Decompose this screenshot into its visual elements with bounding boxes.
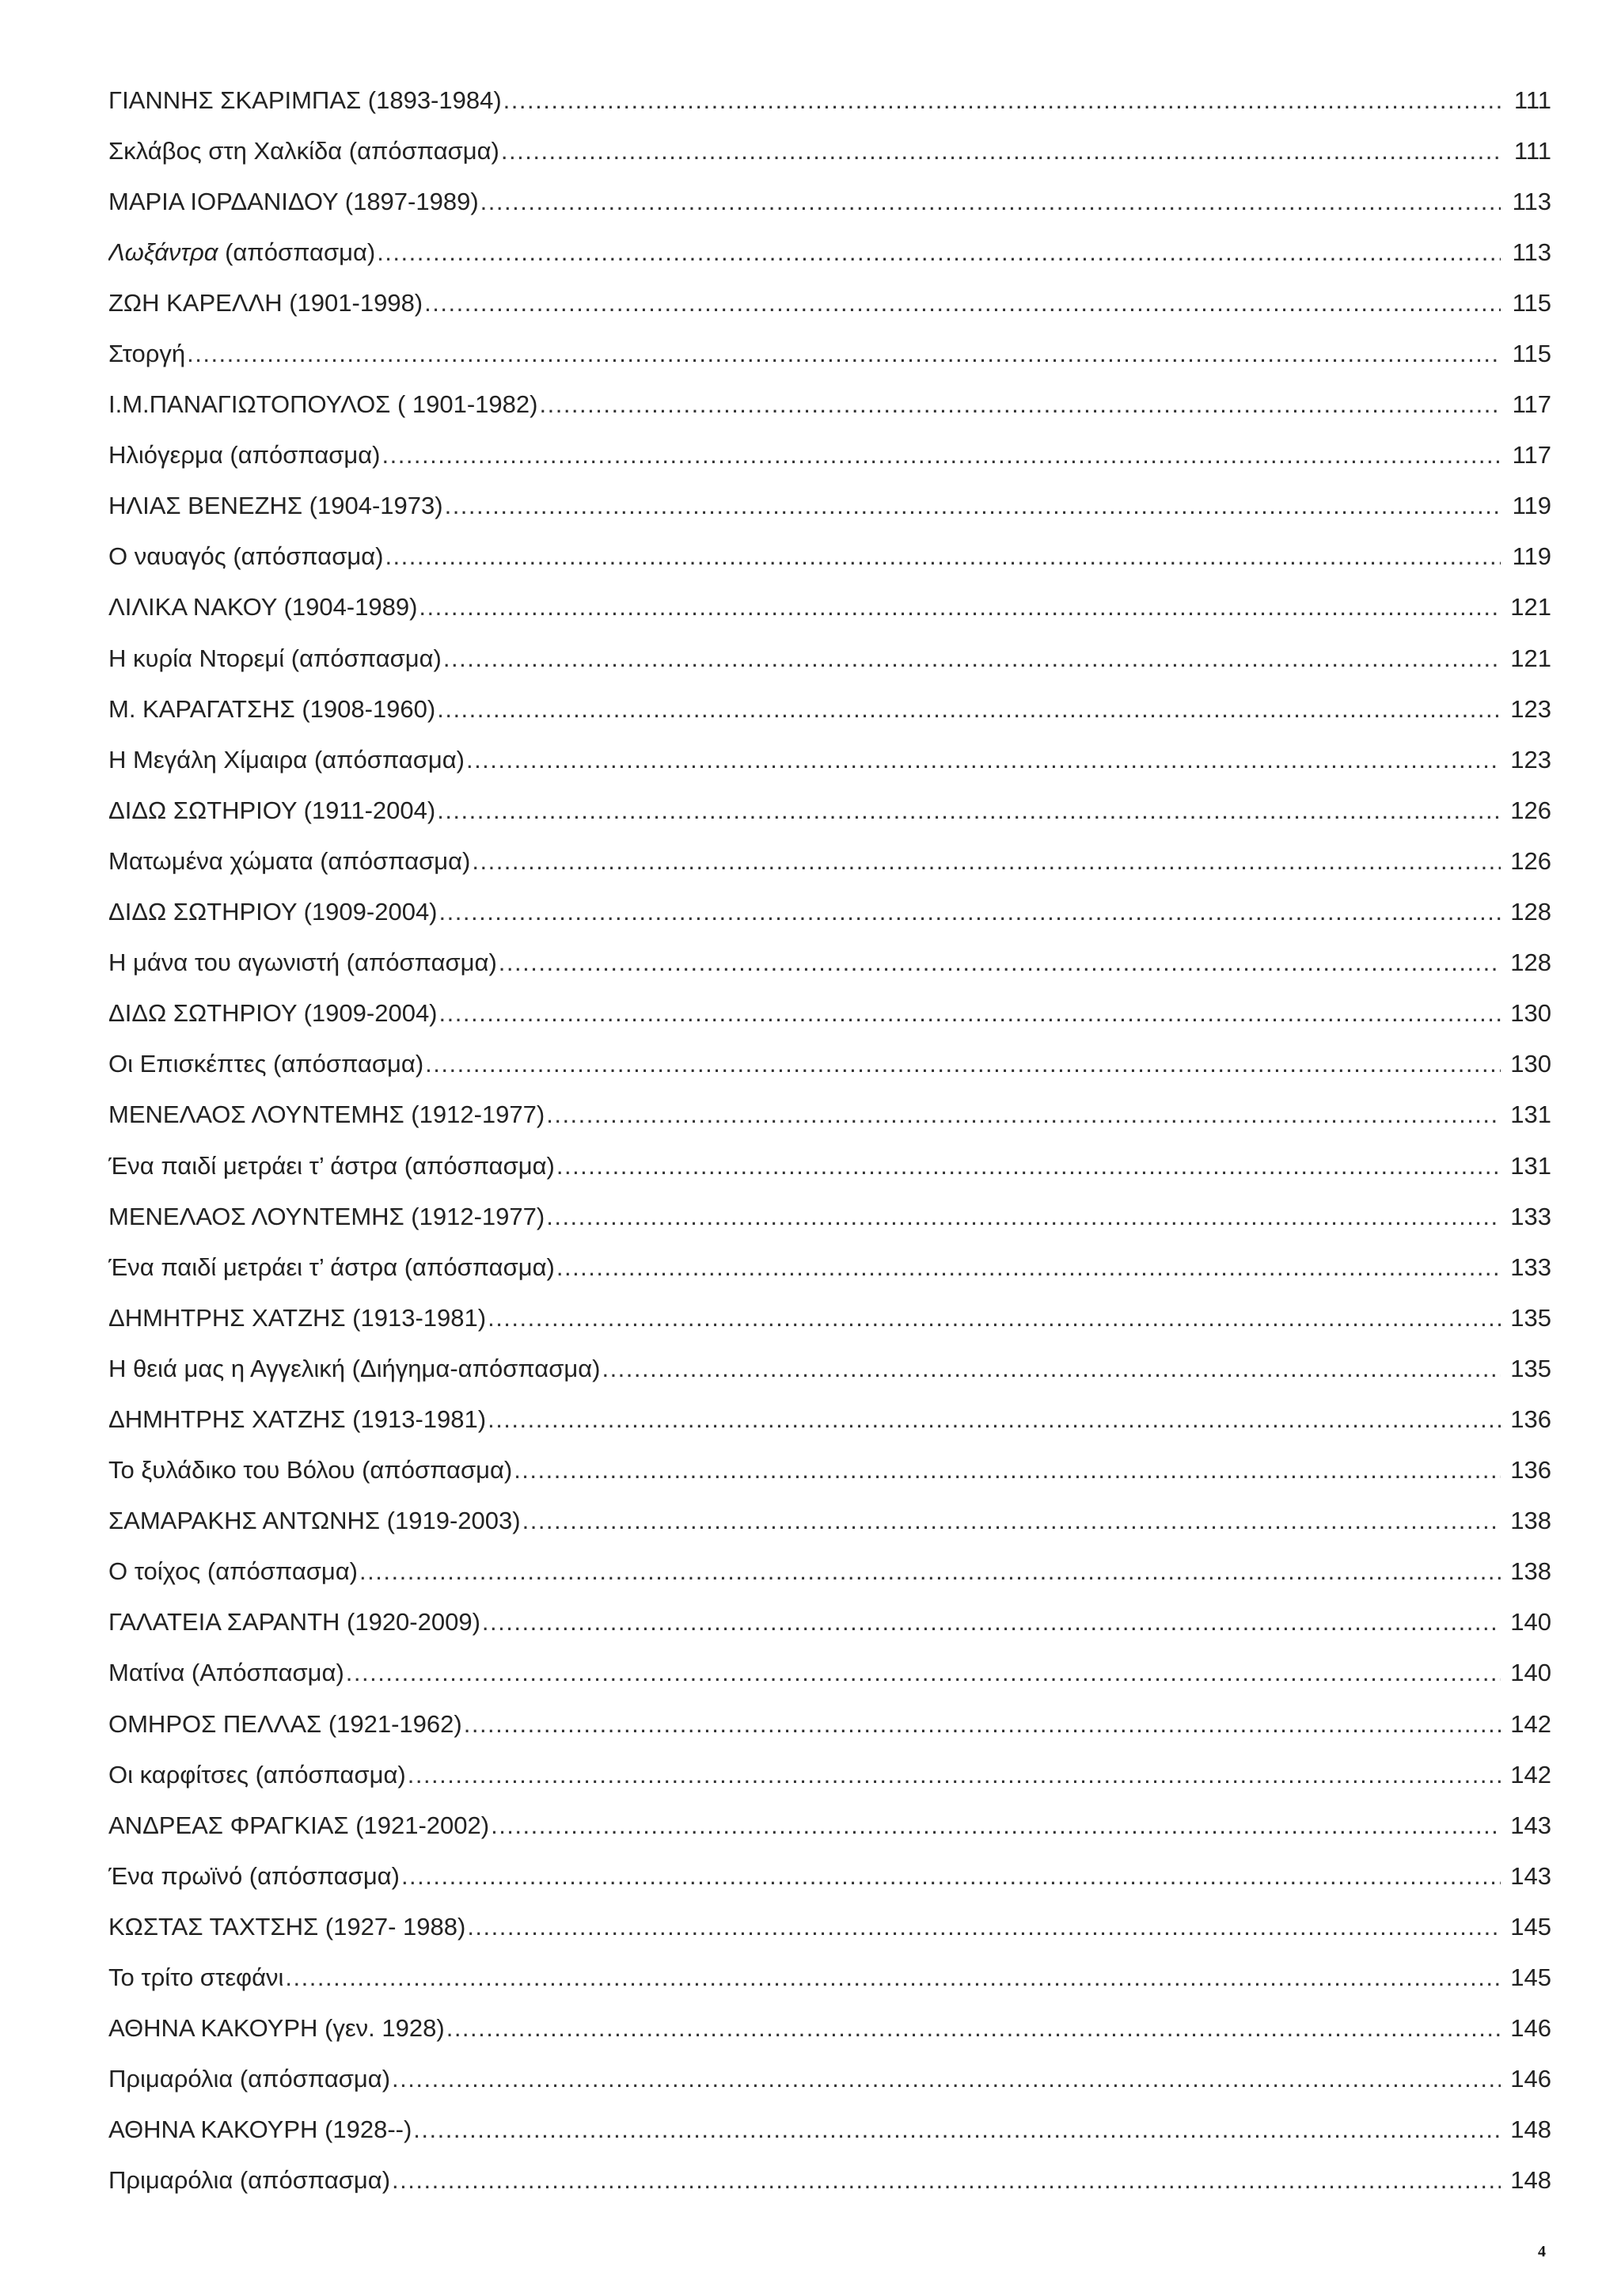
dot-leader [514,1458,1501,1482]
toc-entry[interactable] [108,1445,1551,1496]
toc-entry-title: Ένα πρωϊνό (απόσπασμα) [108,1861,400,1890]
toc-entry[interactable] [108,1191,1551,1241]
toc-entry-page: 145 [1510,1963,1551,1992]
toc-entry[interactable] [108,481,1551,531]
toc-entry[interactable] [108,2155,1551,2206]
toc-entry[interactable] [108,125,1551,176]
toc-entry[interactable] [108,1749,1551,1800]
toc-entry-page: 135 [1510,1354,1551,1382]
table-of-contents [108,74,1551,2206]
dot-leader [425,1051,1501,1076]
toc-entry-page: 135 [1510,1303,1551,1332]
toc-entry[interactable] [108,582,1551,633]
toc-entry-page: 123 [1510,745,1551,774]
dot-leader [439,1001,1501,1025]
toc-entry-page: 138 [1510,1557,1551,1586]
toc-entry-page: 142 [1510,1709,1551,1738]
dot-leader [482,1610,1501,1634]
toc-entry[interactable] [108,683,1551,734]
toc-entry-title: ΓΑΛΑΤΕΙΑ ΣΑΡΑΝΤΗ (1920-2009) [108,1608,480,1636]
toc-entry[interactable] [108,531,1551,582]
toc-entry[interactable] [108,430,1551,481]
dot-leader [546,1102,1501,1127]
dot-leader [480,189,1501,214]
toc-entry-page: 126 [1510,796,1551,824]
dot-leader [467,1914,1501,1939]
toc-entry-page: 111 [1513,136,1551,165]
toc-entry-title: Ο τοίχος (απόσπασμα) [108,1557,359,1586]
toc-entry-title: Ένα παιδί μετράει τ’ άστρα (απόσπασμα) [108,1253,555,1281]
toc-entry-title: Η θειά μας η Αγγελική (Διήγημα-απόσπασμα) [108,1354,601,1382]
toc-entry-title: ΗΛΙΑΣ ΒΕΝΕΖΗΣ (1904-1973) [108,492,443,520]
toc-entry-title: ΔΙΔΩ ΣΩΤΗΡΙΟΥ (1909-2004) [108,898,438,926]
toc-entry[interactable] [108,1952,1551,2002]
toc-entry[interactable] [108,1901,1551,1952]
toc-entry-title: ΛΙΛΙΚΑ ΝΑΚΟΥ (1904-1989) [108,593,418,622]
toc-entry-page: 148 [1510,2115,1551,2144]
toc-entry-title: Η κυρία Ντορεμί (απόσπασμα) [108,644,442,672]
dot-leader [413,2117,1501,2142]
toc-entry-title: Ματίνα (Απόσπασμα) [108,1659,344,1687]
dot-leader [385,544,1501,568]
dot-leader [401,1864,1501,1888]
toc-entry-title: Ματωμένα χώματα (απόσπασμα) [108,846,471,875]
toc-entry-page: 133 [1510,1202,1551,1230]
toc-entry[interactable] [108,2104,1551,2155]
toc-entry[interactable] [108,1496,1551,1546]
dot-leader [466,747,1501,772]
toc-entry-title: ΜΕΝΕΛΑΟΣ ΛΟΥΝΤΕΜΗΣ (1912-1977) [108,1202,545,1230]
dot-leader [539,392,1501,416]
toc-entry-page: 131 [1510,1151,1551,1180]
toc-entry[interactable] [108,2054,1551,2104]
toc-entry-page: 128 [1510,898,1551,926]
toc-entry-title: ΚΩΣΤΑΣ ΤΑΧΤΣΗΣ (1927- 1988) [108,1912,466,1941]
toc-entry-page: 119 [1512,492,1551,520]
toc-entry-page: 126 [1510,846,1551,875]
toc-entry-title: Στοργή [108,340,186,368]
toc-entry[interactable] [108,734,1551,785]
toc-entry-title: ΑΘΗΝΑ ΚΑΚΟΥΡΗ (γεν. 1928) [108,2014,445,2043]
dot-leader [392,2168,1501,2192]
toc-entry-title: ΜΕΝΕΛΑΟΣ ΛΟΥΝΤΕΜΗΣ (1912-1977) [108,1100,545,1129]
toc-entry-page: 121 [1510,644,1551,672]
toc-entry-page: 131 [1510,1100,1551,1129]
toc-entry[interactable] [108,785,1551,835]
toc-entry-page: 143 [1510,1861,1551,1890]
dot-leader [437,697,1501,721]
dot-leader [445,493,1501,518]
dot-leader [408,1762,1501,1787]
toc-entry-title: Σκλάβος στη Χαλκίδα (απόσπασμα) [108,136,499,165]
toc-entry[interactable] [108,1850,1551,1901]
toc-entry-title: Ηλιόγερμα (απόσπασμα) [108,441,381,469]
dot-leader [546,1204,1501,1229]
toc-entry-title: Το ξυλάδικο του Βόλου (απόσπασμα) [108,1456,513,1484]
toc-entry[interactable] [108,1648,1551,1698]
toc-entry-page: 146 [1510,2065,1551,2093]
toc-entry[interactable] [108,2003,1551,2054]
dot-leader [472,849,1501,873]
toc-entry-page: 123 [1510,694,1551,723]
toc-entry[interactable] [108,1800,1551,1850]
toc-entry[interactable] [108,1597,1551,1648]
page-number: 4 [1538,2243,1546,2260]
toc-entry-title: Πριμαρόλια (απόσπασμα) [108,2065,391,2093]
toc-entry-page: 130 [1510,999,1551,1028]
toc-entry-page: 136 [1510,1456,1551,1484]
toc-entry-title: ΣΑΜΑΡΑΚΗΣ ΑΝΤΩΝΗΣ (1919-2003) [108,1507,521,1535]
toc-entry-page: 121 [1510,593,1551,622]
toc-entry-page: 136 [1510,1405,1551,1433]
toc-entry-title [108,240,375,264]
toc-entry[interactable] [108,1343,1551,1393]
dot-leader [556,1154,1501,1178]
dot-leader [488,1306,1501,1330]
dot-leader [377,240,1501,264]
toc-entry-page: 111 [1513,86,1551,114]
toc-entry-page: 138 [1510,1507,1551,1535]
toc-entry-page: 140 [1510,1659,1551,1687]
toc-entry-page: 143 [1510,1811,1551,1839]
dot-leader [556,1255,1501,1279]
dot-leader [346,1660,1501,1685]
dot-leader [424,291,1501,315]
toc-entry-title-suffix: (απόσπασμα) [218,238,376,266]
toc-entry-page: 146 [1510,2014,1551,2043]
dot-leader [503,88,1501,112]
toc-entry[interactable] [108,328,1551,378]
toc-entry-page: 130 [1510,1050,1551,1078]
toc-entry-title: ΔΗΜΗΤΡΗΣ ΧΑΤΖΗΣ (1913-1981) [108,1303,487,1332]
toc-entry-page: 115 [1512,288,1551,317]
toc-entry-title: ΑΘΗΝΑ ΚΑΚΟΥΡΗ (1928--) [108,2115,412,2144]
toc-entry[interactable] [108,1140,1551,1191]
dot-leader [464,1712,1501,1736]
toc-entry-page: 142 [1510,1760,1551,1789]
toc-entry-title: Μ. ΚΑΡΑΓΑΤΣΗΣ (1908-1960) [108,694,436,723]
toc-entry-page: 128 [1510,948,1551,977]
toc-entry-page: 119 [1512,542,1551,571]
toc-entry[interactable] [108,1546,1551,1597]
toc-entry[interactable] [108,937,1551,988]
toc-entry-page: 113 [1512,187,1551,215]
dot-leader [501,139,1501,163]
toc-entry-title: Η Μεγάλη Χίμαιρα (απόσπασμα) [108,745,465,774]
toc-entry-title: ΔΙΔΩ ΣΩΤΗΡΙΟΥ (1909-2004) [108,999,438,1028]
toc-entry-title: ΔΗΜΗΤΡΗΣ ΧΑΤΖΗΣ (1913-1981) [108,1405,487,1433]
dot-leader [437,798,1501,823]
toc-entry-title: Ο ναυαγός (απόσπασμα) [108,542,384,571]
toc-entry[interactable] [108,835,1551,886]
toc-entry-title: Το τρίτο στεφάνι [108,1963,284,1992]
dot-leader [488,1407,1501,1431]
dot-leader [285,1965,1501,1990]
toc-entry-title: Πριμαρόλια (απόσπασμα) [108,2166,391,2195]
toc-entry[interactable] [108,1089,1551,1140]
toc-entry[interactable] [108,633,1551,683]
toc-entry-page: 115 [1512,340,1551,368]
toc-entry-page: 145 [1510,1912,1551,1941]
toc-entry-page: 133 [1510,1253,1551,1281]
toc-entry-title: ΖΩΗ ΚΑΡΕΛΛΗ (1901-1998) [108,288,423,317]
toc-entry-title: ΑΝΔΡΕΑΣ ΦΡΑΓΚΙΑΣ (1921-2002) [108,1811,490,1839]
dot-leader [446,2016,1501,2040]
toc-entry-page: 113 [1512,238,1551,266]
dot-leader [491,1813,1501,1838]
toc-entry[interactable] [108,1292,1551,1343]
dot-leader [443,646,1501,671]
toc-entry-title: ΓΙΑΝΝΗΣ ΣΚΑΡΙΜΠΑΣ (1893-1984) [108,86,502,114]
dot-leader [382,443,1501,467]
toc-entry[interactable] [108,176,1551,226]
dot-leader [419,595,1501,619]
dot-leader [499,950,1501,975]
toc-entry[interactable] [108,379,1551,430]
dot-leader [439,899,1501,924]
toc-entry-page: 117 [1512,390,1551,419]
dot-leader [602,1356,1501,1381]
toc-entry-page: 148 [1510,2166,1551,2195]
toc-entry[interactable] [108,1698,1551,1749]
dot-leader [522,1508,1501,1533]
toc-entry-title: Οι καρφίτσες (απόσπασμα) [108,1760,406,1789]
toc-entry-title: ΔΙΔΩ ΣΩΤΗΡΙΟΥ (1911-2004) [108,796,436,824]
toc-entry-title: Ι.Μ.ΠΑΝΑΓΙΩΤΟΠΟΥΛΟΣ ( 1901-1982) [108,390,538,419]
toc-entry[interactable] [108,74,1551,125]
toc-entry-title: Οι Επισκέπτες (απόσπασμα) [108,1050,424,1078]
dot-leader [392,2066,1501,2091]
toc-entry-title: Η μάνα του αγωνιστή (απόσπασμα) [108,948,497,977]
toc-entry-title: ΜΑΡΙΑ ΙΟΡΔΑΝΙΔΟΥ (1897-1989) [108,187,479,215]
dot-leader [187,341,1501,366]
toc-entry[interactable] [108,988,1551,1039]
toc-entry-page: 117 [1512,441,1551,469]
toc-entry-title: ΟΜΗΡΟΣ ΠΕΛΛΑΣ (1921-1962) [108,1709,462,1738]
toc-entry-title: Ένα παιδί μετράει τ’ άστρα (απόσπασμα) [108,1151,555,1180]
toc-entry[interactable] [108,1039,1551,1089]
toc-entry[interactable] [108,226,1551,277]
toc-entry-title-italic: Λωξάντρα [108,238,218,266]
toc-entry-page: 140 [1510,1608,1551,1636]
toc-entry[interactable] [108,277,1551,328]
toc-entry[interactable] [108,887,1551,937]
dot-leader [359,1559,1501,1583]
toc-entry[interactable] [108,1393,1551,1444]
toc-entry[interactable] [108,1241,1551,1292]
